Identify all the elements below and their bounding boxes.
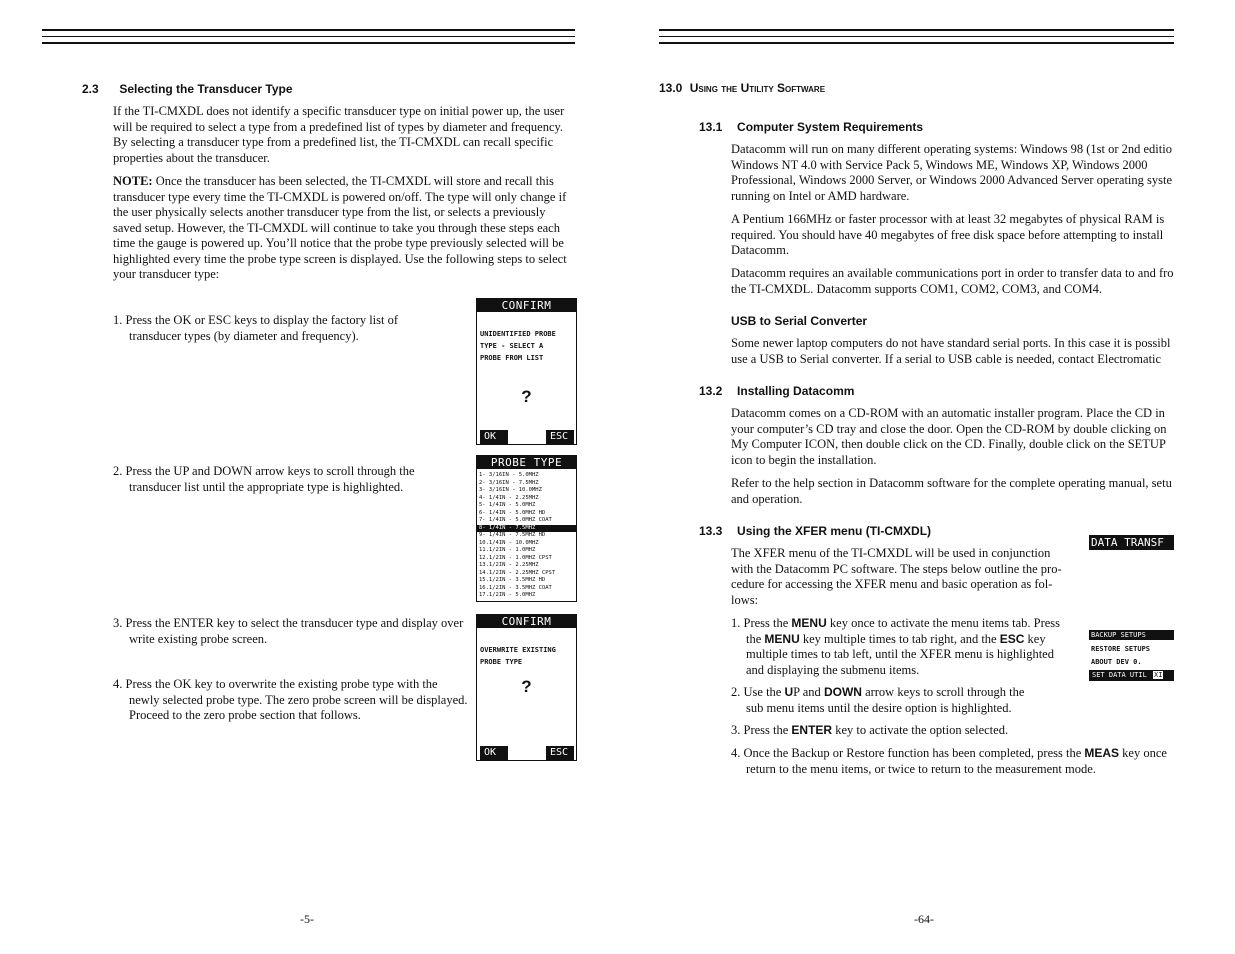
text-line: The XFER menu of the TI-CMXDL will be used in conjunction bbox=[731, 546, 1051, 560]
text-line: Windows NT 4.0 with Service Pack 5, Windows ME, Windows XP, Windows 2000 bbox=[731, 157, 1148, 172]
xfer-step-1 bbox=[731, 616, 1076, 678]
key-label: U bbox=[784, 685, 794, 699]
screen-title: PROBE TYPE bbox=[477, 456, 576, 469]
device-screen-confirm-overwrite bbox=[476, 614, 577, 761]
text-line: lows: bbox=[731, 592, 759, 607]
softkey-ok: OK bbox=[480, 430, 508, 444]
device-screen-probe-type bbox=[476, 455, 577, 602]
requirements-paragraph-3 bbox=[731, 266, 1174, 297]
text-run: 3. Press the bbox=[731, 723, 792, 737]
section-title: Using the XFER menu (TI-CMXDL) bbox=[737, 524, 932, 538]
screen-title: CONFIRM bbox=[477, 615, 576, 628]
screen-line: PROBE TYPE bbox=[480, 658, 523, 666]
probe-list-item: 11.1/2IN - 1.0MHZ bbox=[479, 547, 536, 553]
menu-item-restore: RESTORE SETUPS bbox=[1091, 645, 1151, 653]
step-3: 3. Press the ENTER key to select the transducer type and display over write existing probe screen. bbox=[113, 616, 464, 646]
probe-list-item: 7- 1/4IN - 5.0MHZ COAT bbox=[479, 517, 552, 523]
probe-list-item: 17.1/2IN - 5.0MHZ bbox=[479, 592, 536, 598]
menu-tab-xfer: XI bbox=[1154, 671, 1163, 679]
note-paragraph bbox=[113, 174, 573, 283]
text-run: 1. Press the bbox=[731, 616, 792, 630]
text-line: running on Intel or AMD hardware. bbox=[731, 188, 910, 203]
probe-list-item: 10.1/4IN - 10.0MHZ bbox=[479, 539, 539, 546]
install-paragraph-2 bbox=[731, 476, 1174, 507]
probe-list-item: 8- 1/4IN - 7.5MHZ bbox=[477, 525, 576, 533]
note-text: Once the transducer has been selected, the TI-CMXDL will store and recall this transducer type every time the TI-CMXDL is powered on/off. The type will only change if the user physically selects another transducer type from the list, or selects a previously saved setup. However, the TI-CMXDL will continue to take you through these steps each time the gauge is powered up. You’ll notice that the probe type previously selected will be highlighted every time the probe type screen is displayed. Use the following steps to select your transducer type: bbox=[113, 174, 567, 281]
screen-line: TYPE - SELECT A bbox=[480, 342, 544, 350]
question-symbol: ? bbox=[521, 677, 532, 696]
text-line: return to the menu items, or twice to return to the measurement mode. bbox=[746, 761, 1096, 776]
key-label: ENTER bbox=[791, 723, 833, 737]
text-line: multiple times to tab left, until the XFER menu is highlighted bbox=[746, 647, 1054, 661]
screen-line: UNIDENTIFIED PROBE bbox=[480, 330, 556, 338]
section-heading bbox=[82, 82, 293, 96]
section-13-2-heading bbox=[699, 384, 854, 398]
menu-tabs: SET DATA UTIL bbox=[1092, 671, 1147, 679]
section-13-1-heading bbox=[699, 120, 923, 134]
text-run: arrow keys to scroll through the bbox=[861, 685, 1025, 699]
softkey-esc: ESC bbox=[546, 746, 574, 760]
section-number: 13.3 bbox=[699, 524, 723, 538]
menu-tab-bar bbox=[1089, 670, 1174, 681]
menu-item-backup: BACKUP SETUPS bbox=[1089, 630, 1174, 640]
probe-list-item: 6- 1/4IN - 5.0MHZ HD bbox=[479, 509, 546, 516]
text-run: P and bbox=[793, 685, 824, 699]
xfer-step-4 bbox=[731, 746, 1174, 777]
probe-list-item: 4- 1/4IN - 2.25MHZ bbox=[479, 494, 539, 501]
section-title: Selecting the Transducer Type bbox=[119, 82, 293, 96]
softkey-ok: OK bbox=[480, 746, 508, 760]
chapter-heading bbox=[659, 81, 825, 95]
probe-list bbox=[477, 472, 576, 600]
text-line: the TI-CMXDL. Datacomm supports COM1, COM2, COM3, and COM4. bbox=[731, 281, 1102, 296]
xfer-step-3 bbox=[731, 723, 1008, 739]
usb-heading: USB to Serial Converter bbox=[731, 314, 868, 328]
probe-list-item: 14.1/2IN - 2.25MHZ CPST bbox=[479, 569, 556, 576]
usb-paragraph bbox=[731, 336, 1174, 367]
header-rule-right-bot bbox=[659, 42, 1174, 44]
text-line: Professional, Windows 2000 Server, or Windows 2000 Advanced Server operating syste bbox=[731, 173, 1173, 187]
page-number-left: -5- bbox=[300, 912, 314, 926]
section-13-3-heading bbox=[699, 524, 931, 538]
text-line: and displaying the submenu items. bbox=[746, 662, 920, 677]
menu-item-about: ABOUT DEV 0. bbox=[1091, 658, 1142, 666]
step-4: 4. Press the OK key to overwrite the existing probe type with the newly selected probe type. The zero probe screen will be displayed. Proceed to the zero probe section that follows. bbox=[113, 677, 468, 722]
text-line: icon to begin the installation. bbox=[731, 452, 877, 467]
text-line: A Pentium 166MHz or faster processor with at least 32 megabytes of physical RAM is bbox=[731, 212, 1165, 226]
header-rule-left-top bbox=[42, 29, 575, 31]
install-paragraph-1 bbox=[731, 406, 1174, 468]
text-run: the bbox=[746, 631, 765, 646]
key-label: ESC bbox=[999, 631, 1025, 646]
probe-list-item: 13.1/2IN - 2.25MHZ bbox=[479, 562, 539, 568]
page-number-right: -64- bbox=[914, 912, 934, 926]
requirements-paragraph-1 bbox=[731, 142, 1174, 204]
probe-list-item: 3- 3/16IN - 10.0MHZ bbox=[479, 487, 542, 493]
header-rule-left-bot bbox=[42, 42, 575, 44]
section-number: 13.1 bbox=[699, 120, 723, 134]
text-line: Datacomm comes on a CD-ROM with an automatic installer program. Place the CD in bbox=[731, 406, 1165, 420]
text-line: sub menu items until the desire option is highlighted. bbox=[746, 700, 1012, 715]
requirements-paragraph-2 bbox=[731, 212, 1174, 259]
screen-line: OVERWRITE EXISTING bbox=[480, 646, 556, 654]
text-line: required. You should have 40 megabytes of free disk space before attempting to install bbox=[731, 227, 1164, 242]
step-1: 1. Press the OK or ESC keys to display the factory list of transducer types (by diameter and frequency). bbox=[113, 313, 399, 343]
text-run: key multiple times to tab right, and the bbox=[799, 631, 1000, 646]
softkey-esc: ESC bbox=[546, 430, 574, 444]
text-line: with the Datacomm PC software. The steps below outline the pro- bbox=[731, 561, 1062, 576]
text-run: 4. Once the Backup or Restore function has been completed, press the bbox=[731, 746, 1085, 760]
screen-title: CONFIRM bbox=[477, 299, 576, 312]
text-line: Datacomm. bbox=[731, 243, 789, 257]
section-title: Installing Datacomm bbox=[737, 384, 855, 398]
text-line: and operation. bbox=[731, 491, 803, 506]
header-rule-left-mid bbox=[42, 36, 575, 37]
section-number: 2.3 bbox=[82, 82, 99, 96]
text-run: key to activate the option selected. bbox=[832, 723, 1009, 737]
question-symbol: ? bbox=[521, 387, 532, 406]
key-label: MEAS bbox=[1084, 746, 1120, 760]
intro-paragraph: If the TI-CMXDL does not identify a specific transducer type on initial power up, the user will be required to select a type from a predefined list of types by diameter and frequency. By selecting a transducer type from a predefined list, the TI-CMXDL can recall specific properties about the transducer. bbox=[113, 104, 565, 165]
probe-list-item: 9- 1/4IN - 7.5MHZ HD bbox=[479, 532, 546, 538]
device-screen-confirm-unidentified bbox=[476, 298, 577, 445]
text-line: Refer to the help section in Datacomm software for the complete operating manual, setu bbox=[731, 476, 1172, 490]
text-run: key bbox=[1024, 631, 1046, 646]
xfer-intro-paragraph bbox=[731, 546, 1076, 608]
text-line: your computer’s CD tray and close the door. Open the CD-ROM by double clicking on bbox=[731, 421, 1167, 436]
text-line: Some newer laptop computers do not have standard serial ports. In this case it is possibl bbox=[731, 336, 1171, 350]
step-2: 2. Press the UP and DOWN arrow keys to scroll through the transducer list until the appropriate type is highlighted. bbox=[113, 464, 415, 494]
probe-list-item: 12.1/2IN - 1.0MHZ CPST bbox=[479, 554, 552, 561]
probe-list-item: 15.1/2IN - 3.5MHZ HD bbox=[479, 577, 546, 583]
xfer-step-2 bbox=[731, 685, 1076, 716]
text-run: 2. Use the bbox=[731, 685, 785, 699]
device-screen-data-transfer bbox=[1089, 535, 1174, 681]
probe-list-item: 16.1/2IN - 3.5MHZ COAT bbox=[479, 584, 552, 591]
text-run: key once to activate the menu items tab. Press bbox=[826, 616, 1061, 630]
text-line: use a USB to Serial converter. If a serial to USB cable is needed, contact Electromatic bbox=[731, 351, 1162, 366]
text-run: key once bbox=[1119, 746, 1167, 760]
probe-list-item: 2- 3/16IN - 7.5MHZ bbox=[479, 479, 539, 486]
key-label: MENU bbox=[764, 631, 800, 646]
text-line: cedure for accessing the XFER menu and basic operation as fol- bbox=[731, 577, 1053, 591]
text-line: Datacomm requires an available communications port in order to transfer data to and fro bbox=[731, 266, 1174, 280]
key-label: MENU bbox=[791, 616, 827, 630]
chapter-number: 13.0 bbox=[659, 81, 683, 95]
header-rule-right-mid bbox=[659, 36, 1174, 37]
text-line: Datacomm will run on many different operating systems: Windows 98 (1st or 2nd editio bbox=[731, 142, 1172, 156]
section-number: 13.2 bbox=[699, 384, 723, 398]
section-title: Computer System Requirements bbox=[737, 120, 924, 134]
note-label: NOTE: bbox=[113, 174, 153, 188]
probe-list-item: 5- 1/4IN - 5.0MHZ bbox=[479, 502, 536, 508]
screen-title: DATA TRANSF bbox=[1089, 535, 1174, 550]
screen-line: PROBE FROM LIST bbox=[480, 354, 544, 362]
chapter-title: Using the Utility Software bbox=[689, 81, 826, 95]
header-rule-right-top bbox=[659, 29, 1174, 31]
probe-list-item: 1- 3/16IN - 5.0MHZ bbox=[479, 472, 539, 478]
key-label: DOWN bbox=[823, 685, 862, 699]
text-line: My Computer ICON, then double click on the CD. Finally, double click on the SETUP bbox=[731, 437, 1166, 451]
